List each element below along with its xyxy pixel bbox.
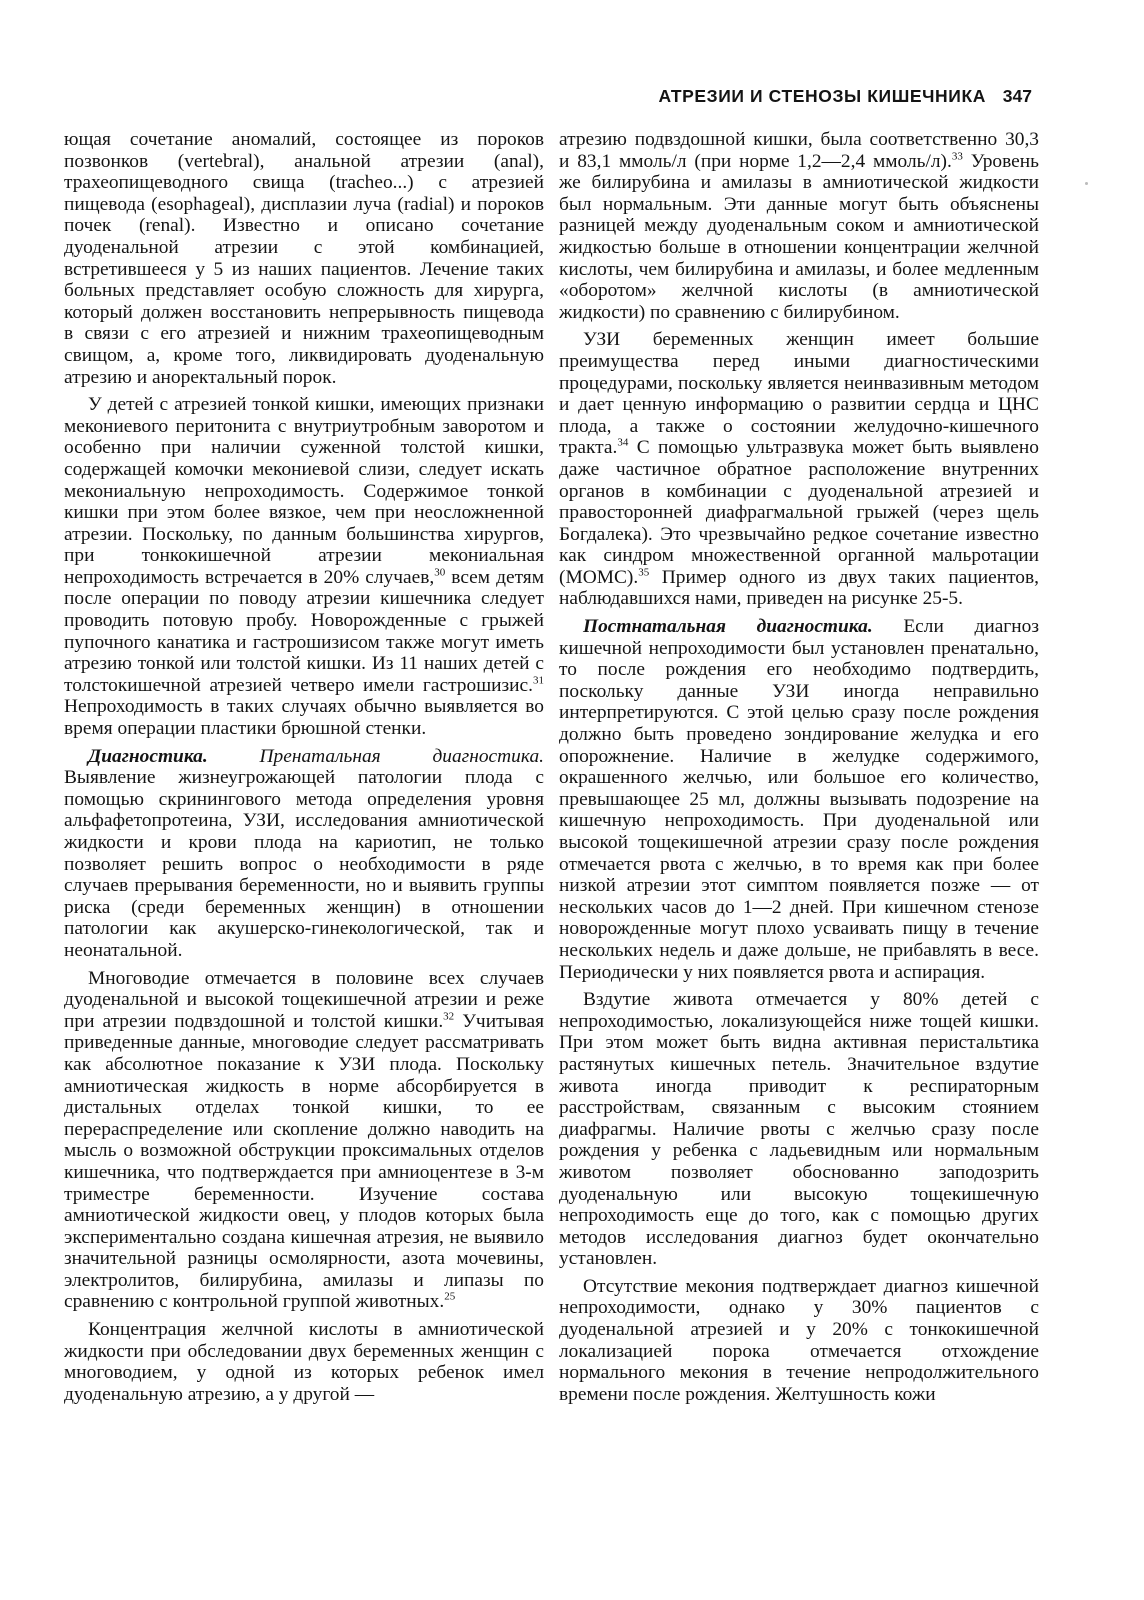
citation-ref: 35 — [638, 566, 650, 579]
paragraph-ultrasound — [559, 329, 1039, 610]
paragraph-meconium — [64, 394, 544, 740]
scan-speck — [1085, 182, 1088, 185]
paragraph-diagnostics — [64, 746, 544, 962]
paragraph-text: Многоводие отмечается в половине всех случаев дуоденальной и высокой тощекишечной атрезии и реже при атрезии подвздошной и толстой кишки. — [64, 967, 544, 1032]
section-heading-postnatal: Постнатальная диагностика. — [583, 616, 873, 638]
paragraph-text: Пример одного из двух таких пациентов, наблюдавшихся нами, приведен на рисунке 25-5. — [559, 566, 1039, 610]
paragraph-meconium-absence — [559, 1276, 1039, 1406]
paragraph-text: ющая сочетание аномалий, состоящее из пороков позвонков (vertebral), анальной атрезии (anal), трахеопищеводного свища (tracheo...) с атрезией пищевода (esophageal), дисплазии луча (radial) и пороков почек (renal). Известно и описано сочетание дуоденальной атрезии с этой комбинацией, встретившееся у 5 из наших пациентов. Лечение таких больных представляет особую сложность для хирурга, который должен восстановить непрерывность пищевода в связи с его атрезией и нижним трахеопищеводным свищом, а, кроме того, ликвидировать дуоденальную атрезию и аноректальный порок. — [64, 129, 544, 388]
citation-ref: 34 — [617, 436, 629, 449]
paragraph-text: Концентрация желчной кислоты в амниотической жидкости при обследовании двух беременных женщин с многоводием, у одной из которых ребенок имел дуоденальную атрезию, а у другой — — [64, 1319, 544, 1405]
paragraph-polyhydramnios — [64, 968, 544, 1314]
paragraph-postnatal — [559, 616, 1039, 983]
paragraph-text: атрезию подвздошной кишки, была соответственно 30,3 и 83,1 ммоль/л (при норме 1,2—2,4 ммоль/л). — [559, 129, 1039, 172]
paragraph-continued — [64, 129, 544, 388]
running-head — [0, 86, 1144, 116]
paragraph-text: Уровень же билирубина и амилазы в амниотической жидкости был нормальным. Эти данные могут быть объяснены разницей между дуоденальным соком и амниотической жидкостью больше в отношении концентрации желчной кислоты, чем билирубина и амилазы, и более медленным «оборотом» желчной кислоты (в амниотической жидкости) по сравнению с билирубином. — [559, 150, 1039, 323]
paragraph-text: УЗИ беременных женщин имеет большие преимущества перед иными диагностическими процедурами, поскольку является неинвазивным методом и дает ценную информацию о развитии сердца и ЦНС плода, а также о состоянии желудочно-кишечного тракта. — [559, 329, 1039, 459]
paragraph-text: С помощью ультразвука может быть выявлено даже частичное обратное расположение внутренних органов в комбинации с дуоденальной атрезией и правосторонней диафрагмальной грыжей (через щель Богдалека). Это чрезвычайно редкое сочетание известно как синдром множественной органной мальротации (МОМС). — [559, 437, 1039, 588]
subsection-heading-prenatal: Пренатальная диагностика. — [259, 745, 544, 767]
paragraph-text: Учитывая приведенные данные, многоводие следует рассматривать как абсолютное показание к УЗИ плода. Поскольку амниотическая жидкость в норме абсорбируется в дистальных отделах тонкой кишки, то ее перераспределение или скопление должно наводить на мысль о возможной обструкции проксимальных отделов кишечника, что подтверждается при амниоцентезе в 3-м триместре беременности. Изучение состава амниотической жидкости овец, у плодов которых была экспериментально создана кишечная атрезия, не выявило значительной разницы осмолярности, азота мочевины, электролитов, билирубина, амилазы и липазы по сравнению с контрольной группой животных. — [64, 1010, 544, 1313]
paragraph-bile-acid — [64, 1319, 544, 1405]
citation-ref: 32 — [443, 1010, 455, 1023]
page-number: 347 — [1002, 86, 1032, 106]
section-heading-diagnostics: Диагностика. — [88, 745, 208, 767]
paragraph-text: всем детям после операции по поводу атрезии кишечника следует проводить потовую пробу. Новорожденные с грыжей пупочного канатика и гастрошизисом также могут иметь атрезию тонкой или толстой кишки. Из 11 наших детей с толстокишечной атрезией четверо имели гастрошизис. — [64, 566, 544, 696]
citation-ref: 25 — [444, 1291, 456, 1303]
citation-ref: 31 — [533, 674, 544, 687]
paragraph-text: Если диагноз кишечной непроходимости был установлен пренатально, то после рождения его необходимо подтвердить, поскольку данные УЗИ иногда неправильно интерпретируются. С этой целью сразу после рождения должно быть проведено зондирование желудка и его опорожнение. Наличие в желудке содержимого, окрашенного желчью, или большое его количество, превышающее 25 мл, должны вызывать подозрение на кишечную непроходимость. При дуоденальной или высокой тощекишечной атрезии сразу после рождения отмечается рвота с желчью, в то время как при более низкой атрезии этот симптом появляется позже — от нескольких часов до 1—2 дней. При кишечном стенозе новорожденные могут плохо усваивать пищу в течение нескольких недель и даже дольше, не прибавлять в весе. Периодически у них появляется рвота и аспирация. — [559, 616, 1039, 983]
paragraph-text: У детей с атрезией тонкой кишки, имеющих признаки мекониевого перитонита с внутриутробным заворотом и особенно при наличии суженной толстой кишки, содержащей комочки мекониевой слизи, следует искать мекониальную непроходимость. Содержимое тонкой кишки при этом более вязкое, чем при неосложненной атрезии. Поскольку, по данным большинства хирургов, при тонкокишечной атрезии мекониальная непроходимость встречается в 20% случаев, — [64, 394, 544, 588]
right-column — [559, 129, 1039, 1411]
paragraph-text: Вздутие живота отмечается у 80% детей с непроходимостью, локализующейся ниже тощей кишки. При этом может быть видна активная перистальтика растянутых кишечных петель. Значительное вздутие живота иногда приводит к респираторным расстройствам, связанным с высоким стоянием диафрагмы. Наличие рвоты с желчью сразу после рождения у ребенка с ладьевидным или нормальным животом позволяет обоснованно заподозрить дуоденальную или высокую тощекишечную непроходимость еще до того, как с помощью других методов исследования диагноз будет окончательно установлен. — [559, 989, 1039, 1270]
left-column — [64, 129, 544, 1411]
citation-ref: 33 — [951, 150, 963, 163]
citation-ref: 30 — [434, 566, 446, 579]
paragraph-text: Непроходимость в таких случаях обычно выявляется во время операции пластики брюшной стенки. — [64, 696, 544, 740]
paragraph-continued — [559, 129, 1039, 323]
paragraph-text: Выявление жизнеугрожающей патологии плода с помощью скринингового метода определения уровня альфафетопротеина, УЗИ, исследования амниотической жидкости и крови плода на кариотип, не только позволяет решить вопрос о необходимости в ряде случаев прерывания беременности, но и выявить группы риска (среди беременных женщин) в отношении патологии как акушерско-гинекологической, так и неонатальной. — [64, 767, 544, 961]
running-title: АТРЕЗИИ И СТЕНОЗЫ КИШЕЧНИКА — [658, 86, 986, 106]
paragraph-text: Отсутствие мекония подтверждает диагноз кишечной непроходимости, однако у 30% пациентов с дуоденальной атрезией и у 20% с тонкокишечной локализацией порока отмечается отхождение нормального мекония в течение непродолжительного времени после рождения. Желтушность кожи — [559, 1275, 1039, 1405]
paragraph-distension — [559, 989, 1039, 1270]
